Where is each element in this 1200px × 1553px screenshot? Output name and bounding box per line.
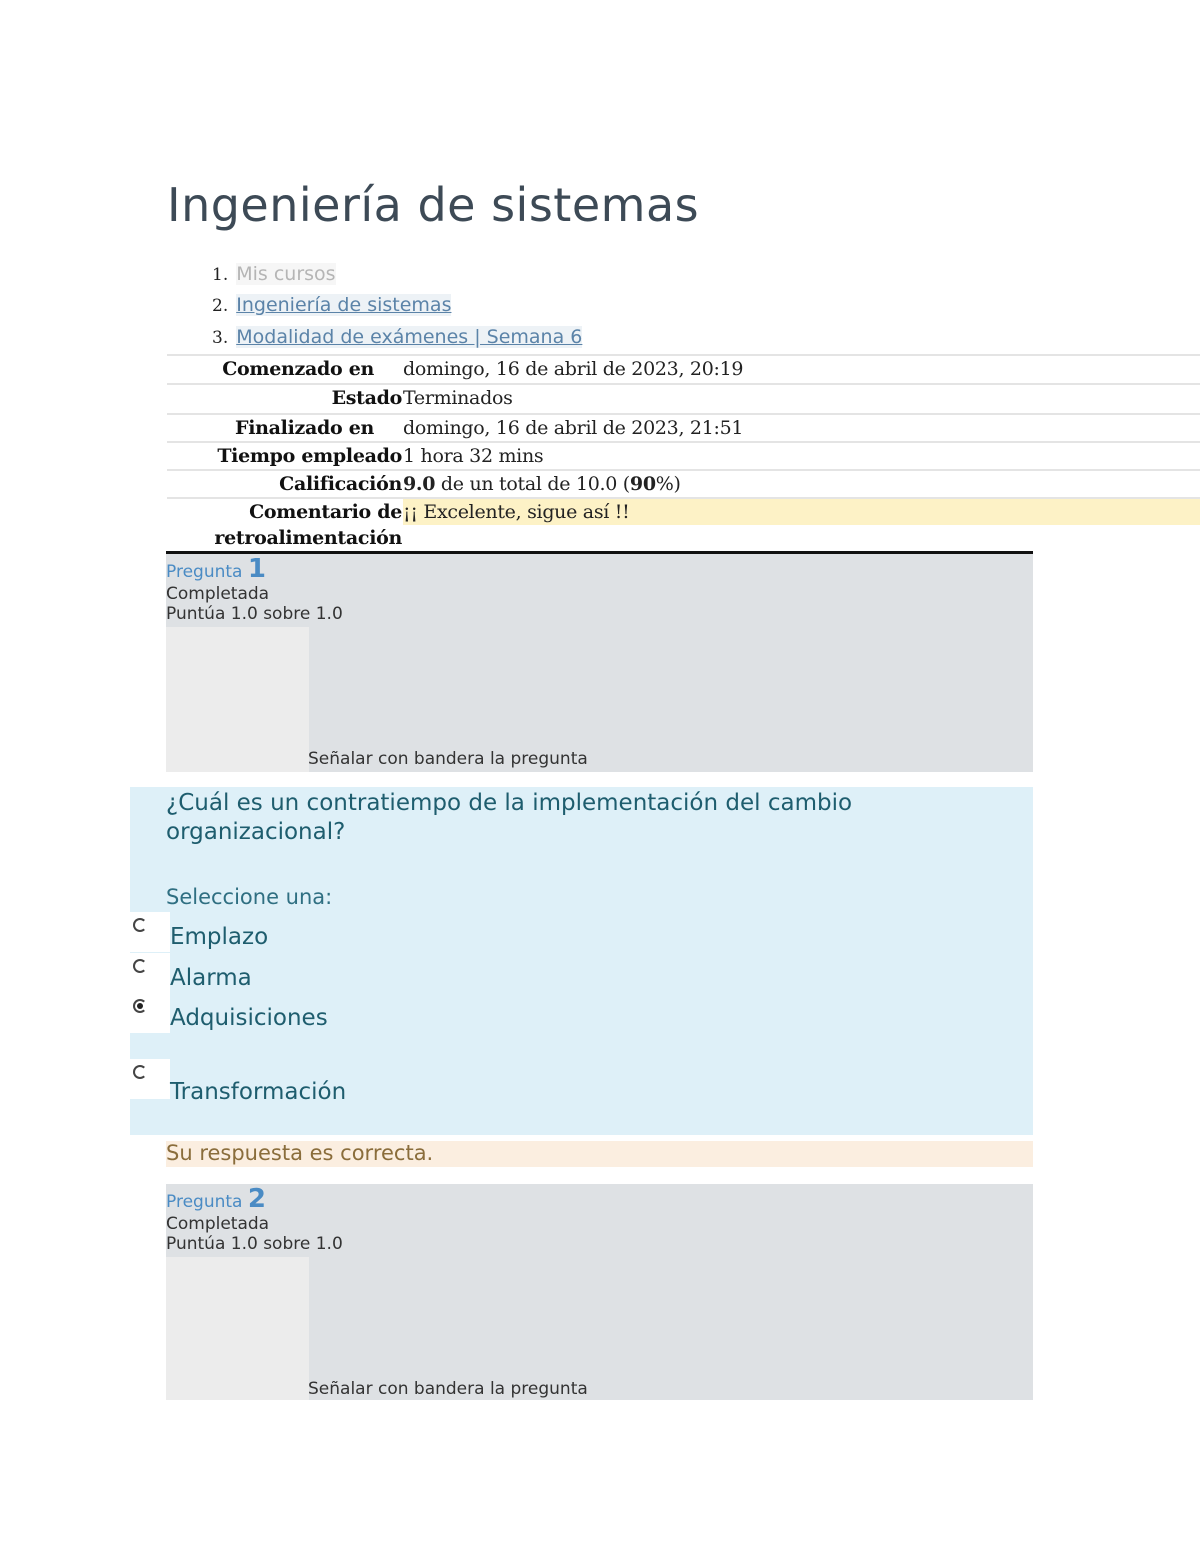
question-text: ¿Cuál es un contratiempo de la implementación del cambio organizacional? (166, 790, 853, 845)
radio-box (130, 1059, 170, 1099)
summary-row-started (167, 354, 1200, 384)
answer-feedback (166, 1141, 1033, 1167)
grade-score: 9.0 (403, 473, 436, 495)
summary-label: Finalizado en (235, 417, 374, 439)
option-label[interactable]: Transformación (170, 1079, 347, 1105)
grade-total: de un total de 10.0 ( (435, 473, 630, 495)
summary-value: domingo, 16 de abril de 2023, 20:19 (403, 358, 744, 380)
summary-value (403, 473, 681, 495)
breadcrumb-label[interactable]: Mis cursos (236, 263, 336, 285)
breadcrumb-link-exam[interactable]: Modalidad de exámenes | Semana 6 (236, 326, 583, 348)
question-grade: Puntúa 1.0 sobre 1.0 (166, 604, 343, 624)
question-number-value: 2 (247, 1184, 266, 1214)
option-label[interactable]: Alarma (170, 965, 252, 991)
breadcrumb-number: 1. (212, 265, 229, 285)
grade-percent: 90 (629, 473, 656, 495)
radio-box (130, 912, 170, 952)
question-number (166, 1184, 266, 1214)
option-label[interactable]: Adquisiciones (170, 1005, 328, 1031)
radio-dot (137, 1003, 143, 1009)
info-side-panel (166, 627, 309, 772)
summary-row-feedback (167, 497, 1200, 551)
summary-value: Terminados (403, 387, 513, 409)
breadcrumb-link-course[interactable]: Ingeniería de sistemas (236, 294, 452, 316)
question-label: Pregunta (166, 1192, 243, 1212)
breadcrumb-item-exam[interactable] (212, 324, 582, 351)
question-1-info (166, 554, 1033, 772)
breadcrumb-number: 3. (212, 328, 229, 348)
flag-question-link[interactable]: Señalar con bandera la pregunta (308, 749, 588, 769)
question-state: Completada (166, 1214, 270, 1234)
summary-label: Calificación (279, 473, 402, 495)
question-number (166, 554, 266, 584)
radio-box (130, 953, 170, 993)
page-title: Ingeniería de sistemas (167, 178, 700, 232)
radio-button[interactable] (133, 959, 147, 973)
question-label: Pregunta (166, 562, 243, 582)
summary-row-state (167, 383, 1200, 413)
radio-box (130, 993, 170, 1033)
summary-row-finished (167, 413, 1200, 443)
info-side-panel (166, 1257, 309, 1400)
feedback-text: Su respuesta es correcta. (166, 1141, 434, 1165)
breadcrumb-number: 2. (212, 296, 229, 316)
question-number-value: 1 (247, 554, 266, 584)
breadcrumb-item-course[interactable] (212, 292, 451, 319)
flag-question-link[interactable]: Señalar con bandera la pregunta (308, 1379, 588, 1399)
summary-label: Tiempo empleado (217, 445, 402, 467)
summary-row-grade (167, 469, 1200, 499)
answer-prompt: Seleccione una: (166, 885, 333, 909)
option-label[interactable]: Emplazo (170, 924, 269, 950)
breadcrumb-item-mis-cursos[interactable] (212, 261, 336, 288)
summary-label: Comentario de (249, 501, 402, 523)
question-2-info (166, 1184, 1033, 1400)
grade-suffix: %) (655, 473, 681, 495)
summary-label: retroalimentación (214, 527, 402, 549)
summary-value: domingo, 16 de abril de 2023, 21:51 (403, 417, 744, 439)
summary-value: ¡¡ Excelente, sigue así !! (403, 501, 630, 523)
summary-row-time (167, 441, 1200, 471)
radio-button[interactable] (133, 918, 147, 932)
question-1-content (130, 787, 1033, 1135)
summary-value: 1 hora 32 mins (403, 445, 544, 467)
question-grade: Puntúa 1.0 sobre 1.0 (166, 1234, 343, 1254)
radio-button-checked[interactable] (133, 999, 147, 1013)
question-state: Completada (166, 584, 270, 604)
summary-label: Comenzado en (222, 358, 374, 380)
radio-button[interactable] (133, 1065, 147, 1079)
summary-label: Estado (331, 387, 402, 409)
